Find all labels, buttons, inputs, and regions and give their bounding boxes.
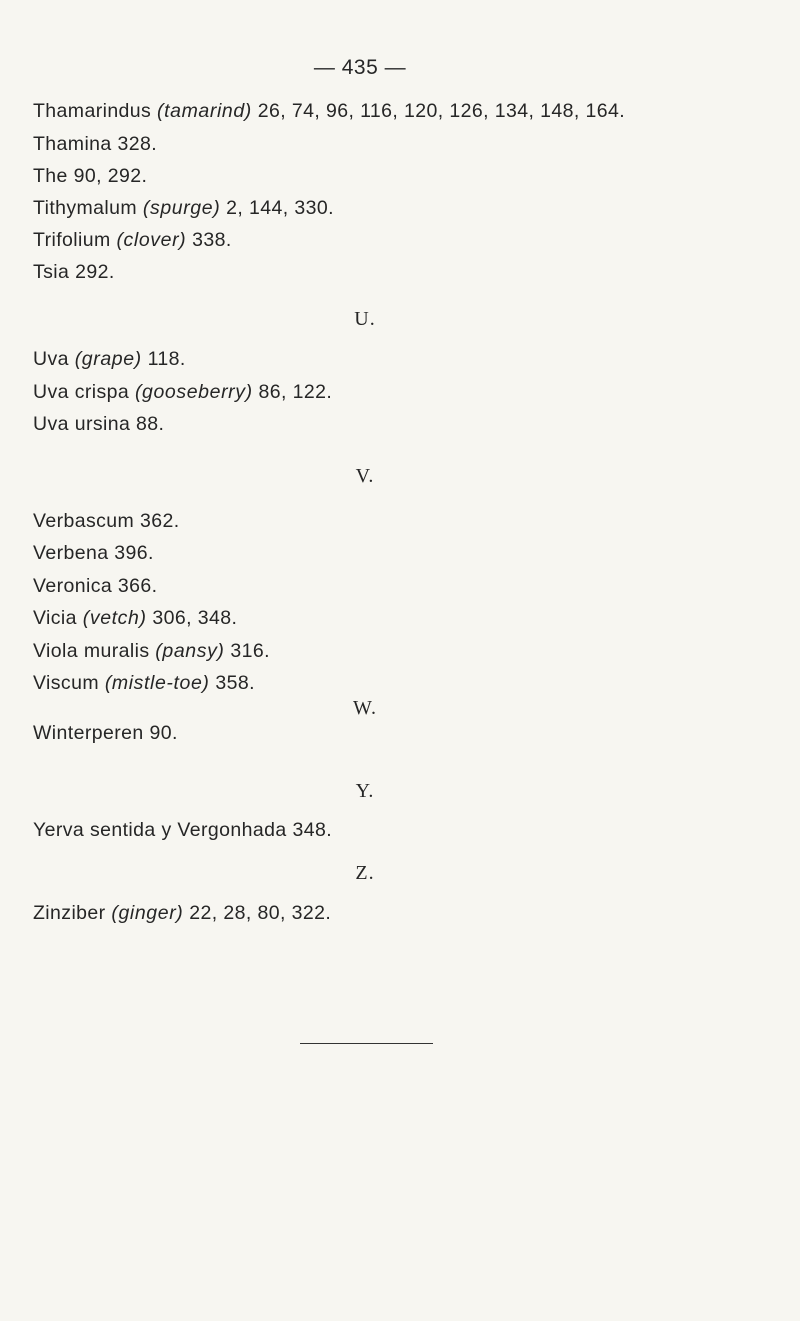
entry-name: Verbena: [33, 542, 109, 564]
entry-refs: 358.: [215, 672, 255, 694]
page-number: — 435 —: [313, 56, 407, 79]
entry-refs: 118.: [147, 348, 186, 370]
entry-name: Uva: [33, 348, 69, 370]
entry-refs: 316.: [230, 640, 270, 662]
entry-refs: 306, 348.: [152, 607, 238, 629]
entry-name: Uva crispa: [33, 381, 130, 403]
index-entry-yerva-sentida: [33, 818, 332, 842]
entry-name: Zinziber: [33, 902, 106, 924]
index-entry-verbascum: [33, 509, 180, 533]
entry-refs: 396.: [114, 542, 154, 564]
entry-refs: 292.: [75, 261, 115, 283]
entry-refs: 90.: [149, 722, 178, 744]
entry-gloss: (tamarind): [157, 100, 252, 122]
index-entry-verbena: [33, 541, 154, 565]
entry-gloss: (clover): [116, 229, 187, 251]
index-entry-winterperen: [33, 721, 178, 745]
entry-gloss: (grape): [74, 348, 142, 370]
entry-name: Yerva sentida y Vergonhada: [33, 819, 287, 841]
entry-refs: 22, 28, 80, 322.: [189, 902, 332, 924]
entry-refs: 86, 122.: [258, 381, 333, 403]
entry-gloss: (vetch): [82, 607, 147, 629]
index-entry-zinziber: [33, 901, 331, 925]
entry-gloss: (spurge): [142, 197, 221, 219]
entry-refs: 2, 144, 330.: [226, 197, 334, 219]
entry-gloss: (pansy): [155, 640, 225, 662]
index-entry-trifolium: [33, 228, 232, 252]
entry-name: The: [33, 165, 68, 187]
index-entry-thamarindus: [33, 99, 625, 123]
section-letter-v: V.: [355, 465, 375, 487]
section-letter-w: W.: [352, 697, 378, 719]
entry-name: Tsia: [33, 261, 70, 283]
end-rule: [300, 1043, 433, 1044]
index-entry-veronica: [33, 574, 157, 598]
index-entry-viscum: [33, 671, 255, 695]
index-entry-vicia: [33, 606, 237, 630]
entry-refs: 328.: [117, 133, 158, 155]
entry-name: Veronica: [33, 575, 113, 597]
entry-refs: 88.: [136, 413, 165, 435]
index-entry-thamina: [33, 132, 157, 156]
index-entry-the: [33, 164, 147, 188]
entry-refs: 366.: [117, 575, 158, 597]
entry-name: Tithymalum: [33, 197, 138, 219]
entry-name: Vicia: [33, 607, 77, 629]
entry-gloss: (mistle-toe): [104, 672, 210, 694]
entry-refs: 26, 74, 96, 116, 120, 126, 134, 148, 164.: [257, 100, 626, 122]
entry-name: Thamarindus: [33, 100, 152, 122]
entry-name: Winterperen: [33, 722, 144, 744]
index-entry-uva-ursina: [33, 412, 164, 436]
entry-name: Viola muralis: [33, 640, 150, 662]
entry-gloss: (ginger): [111, 902, 184, 924]
entry-name: Viscum: [33, 672, 99, 694]
entry-gloss: (gooseberry): [134, 381, 253, 403]
entry-refs: 90, 292.: [73, 165, 148, 187]
index-entry-tithymalum: [33, 196, 334, 220]
index-entry-uva: [33, 347, 186, 371]
index-entry-uva-crispa: [33, 380, 332, 404]
entry-refs: 362.: [139, 510, 180, 532]
entry-refs: 348.: [292, 819, 333, 841]
entry-name: Verbascum: [33, 510, 135, 532]
entry-refs: 338.: [192, 229, 232, 251]
entry-name: Thamina: [33, 133, 112, 155]
section-letter-z: Z.: [355, 862, 375, 884]
section-letter-y: Y.: [355, 780, 375, 802]
entry-name: Trifolium: [33, 229, 111, 251]
index-entry-viola-muralis: [33, 639, 270, 663]
section-letter-u: U.: [354, 308, 376, 330]
index-entry-tsia: [33, 260, 115, 284]
entry-name: Uva ursina: [33, 413, 131, 435]
